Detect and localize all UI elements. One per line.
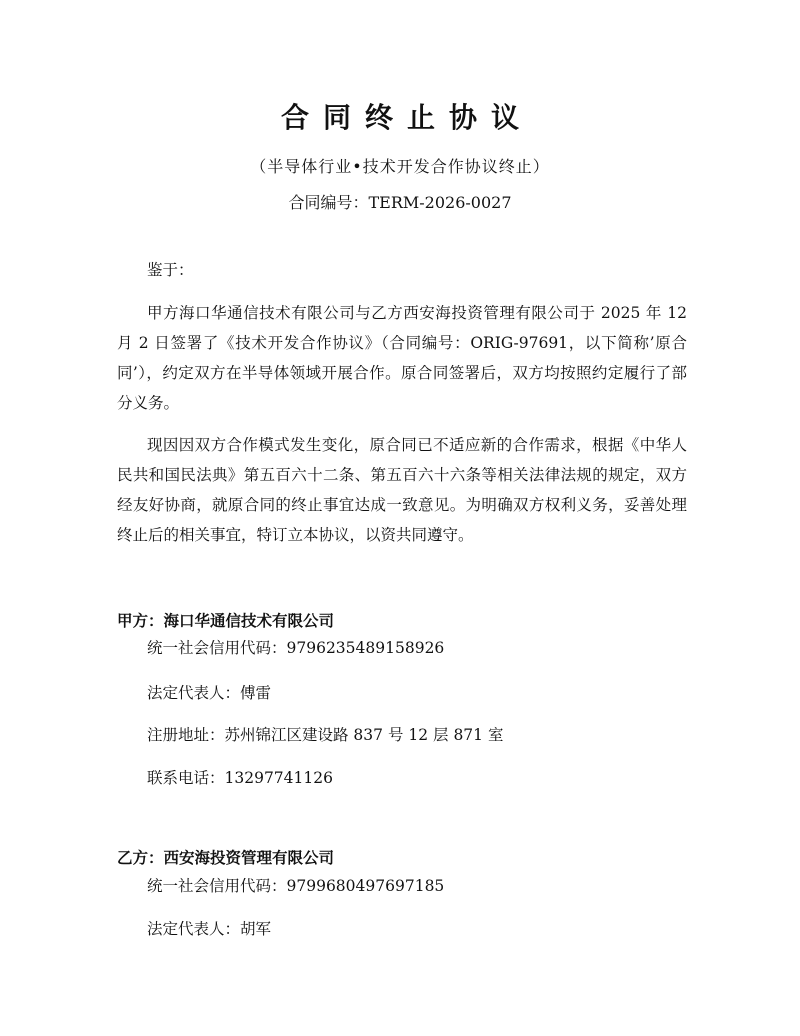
contract-number-label: 合同编号：: [288, 193, 369, 212]
party-a-address: 注册地址：苏州锦江区建设路 837 号 12 层 871 室: [147, 726, 504, 744]
whereas-label: 鉴于：: [147, 261, 194, 279]
party-b-heading: 乙方：西安海投资管理有限公司: [117, 849, 335, 867]
contract-number: [0, 190, 800, 213]
party-a-heading: 甲方：海口华通信技术有限公司: [117, 612, 335, 630]
party-b-credit-code: 统一社会信用代码：9799680497697185: [147, 877, 445, 895]
recital-paragraph-1: 甲方海口华通信技术有限公司与乙方西安海投资管理有限公司于 2025 年 12 月 2 日签署了《技术开发合作协议》（合同编号：ORIG-97691，以下简称’原合同’），约定双方在半导体领域开展合作。原合同签署后，双方均按照约定履行了部分义务。: [117, 304, 687, 412]
document-subtitle: （半导体行业•技术开发合作协议终止）: [250, 157, 550, 176]
party-a-credit-code: 统一社会信用代码：9796235489158926: [147, 639, 445, 657]
document-title: 合同终止协议: [280, 101, 533, 134]
party-a-phone: 联系电话：13297741126: [147, 769, 333, 787]
party-b-legal-rep: 法定代表人：胡军: [147, 920, 272, 938]
recital-paragraph-2: 现因因双方合作模式发生变化，原合同已不适应新的合作需求，根据《中华人民共和国民法典》第五百六十二条、第五百六十六条等相关法律法规的规定，双方经友好协商，就原合同的终止事宜达成一致意见。为明确双方权利义务，妥善处理终止后的相关事宜，特订立本协议，以资共同遵守。: [117, 436, 687, 544]
party-a-legal-rep: 法定代表人：傅雷: [147, 684, 272, 702]
contract-number-value: TERM-2026-0027: [368, 193, 512, 212]
